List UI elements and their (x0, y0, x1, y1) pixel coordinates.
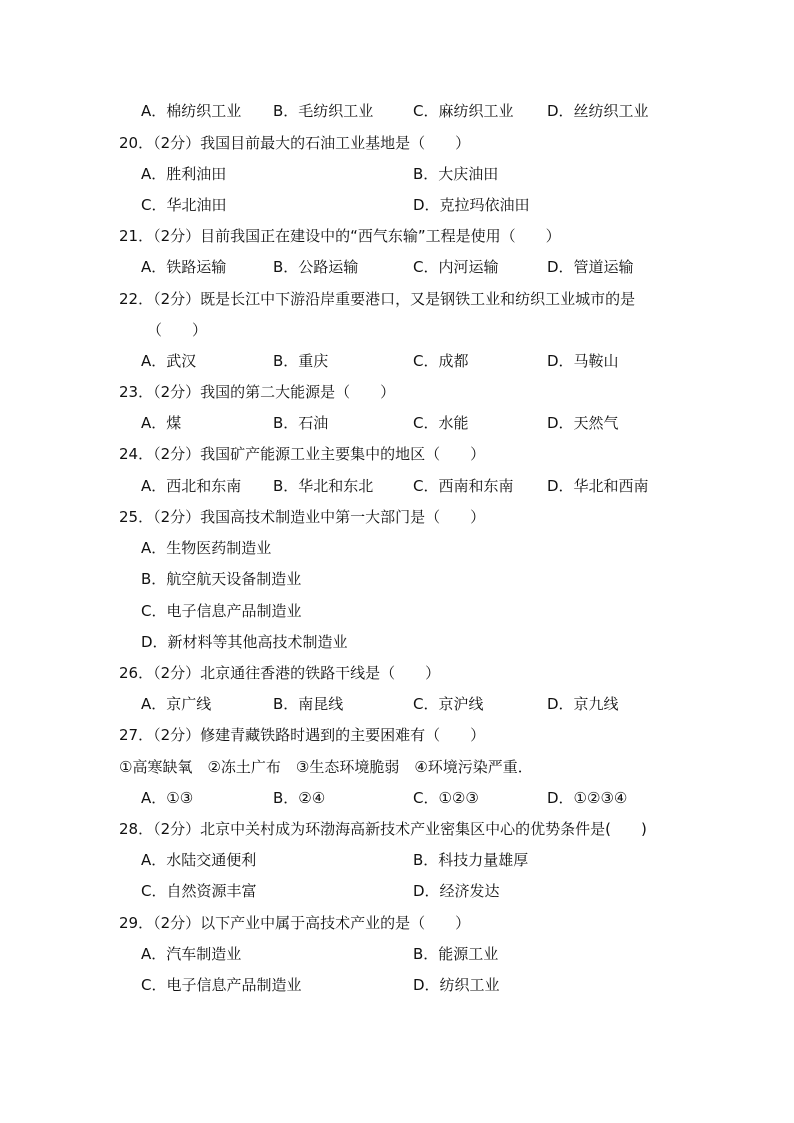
question-22-stem-continued: （ ） (147, 321, 208, 339)
question-27-statements: ①高寒缺氧 ②冻土广布 ③生态环境脆弱 ④环境污染严重． (119, 758, 533, 776)
option-b: B．重庆 (273, 352, 329, 370)
question-23-stem: 23．（2分）我国的第二大能源是（ ） (119, 383, 396, 401)
option-a: A．铁路运输 (141, 258, 227, 276)
option-a: A．①③ (141, 789, 194, 807)
option-d: D．华北和西南 (547, 477, 649, 495)
option-d: D．经济发达 (413, 882, 500, 900)
option-c: C．华北油田 (141, 196, 227, 214)
question-20-stem: 20．（2分）我国目前最大的石油工业基地是（ ） (119, 134, 471, 152)
option-d: D．克拉玛依油田 (413, 196, 530, 214)
question-28-stem: 28．（2分）北京中关村成为环渤海高新技术产业密集区中心的优势条件是( ) (119, 820, 647, 838)
question-26-stem: 26．（2分）北京通往香港的铁路干线是（ ） (119, 664, 441, 682)
option-c: C．水能 (413, 414, 469, 432)
option-a: A．水陆交通便利 (141, 851, 257, 869)
option-b: B．大庆油田 (413, 165, 499, 183)
option-d: D．纺织工业 (413, 976, 500, 994)
question-29-stem: 29．（2分）以下产业中属于高技术产业的是（ ） (119, 914, 471, 932)
option-c: C．成都 (413, 352, 469, 370)
option-a: A．京广线 (141, 695, 212, 713)
option-a: A．汽车制造业 (141, 945, 242, 963)
option-b: B．科技力量雄厚 (413, 851, 529, 869)
option-c: C．①②③ (413, 789, 479, 807)
question-24-stem: 24．（2分）我国矿产能源工业主要集中的地区（ ） (119, 445, 486, 463)
option-d: D．丝纺织工业 (547, 102, 649, 120)
option-a: A．煤 (141, 414, 182, 432)
question-27-stem: 27．（2分）修建青藏铁路时遇到的主要困难有（ ） (119, 726, 486, 744)
option-b: B．能源工业 (413, 945, 499, 963)
option-c: C．电子信息产品制造业 (141, 602, 302, 620)
option-d: D．①②③④ (547, 789, 628, 807)
option-b: B．华北和东北 (273, 477, 374, 495)
option-a: A．生物医药制造业 (141, 539, 272, 557)
option-b: B．②④ (273, 789, 326, 807)
option-d: D．管道运输 (547, 258, 634, 276)
option-b: B．石油 (273, 414, 329, 432)
option-c: C．内河运输 (413, 258, 499, 276)
option-a: A．西北和东南 (141, 477, 242, 495)
option-c: C．西南和东南 (413, 477, 514, 495)
option-c: C．电子信息产品制造业 (141, 976, 302, 994)
option-b: B．毛纺织工业 (273, 102, 374, 120)
option-a: A．棉纺织工业 (141, 102, 242, 120)
option-b: B．航空航天设备制造业 (141, 570, 302, 588)
question-25-stem: 25．（2分）我国高技术制造业中第一大部门是（ ） (119, 508, 486, 526)
question-22-stem: 22．（2分）既是长江中下游沿岸重要港口，又是钢铁工业和纺织工业城市的是 (119, 290, 636, 308)
question-21-stem: 21．（2分）目前我国正在建设中的“西气东输”工程是使用（ ） (119, 227, 561, 245)
option-c: C．京沪线 (413, 695, 484, 713)
option-b: B．公路运输 (273, 258, 359, 276)
option-a: A．武汉 (141, 352, 197, 370)
option-c: C．麻纺织工业 (413, 102, 514, 120)
option-c: C．自然资源丰富 (141, 882, 257, 900)
option-b: B．南昆线 (273, 695, 344, 713)
option-d: D．马鞍山 (547, 352, 619, 370)
option-a: A．胜利油田 (141, 165, 227, 183)
option-d: D．京九线 (547, 695, 619, 713)
option-d: D．新材料等其他高技术制造业 (141, 633, 348, 651)
option-d: D．天然气 (547, 414, 619, 432)
